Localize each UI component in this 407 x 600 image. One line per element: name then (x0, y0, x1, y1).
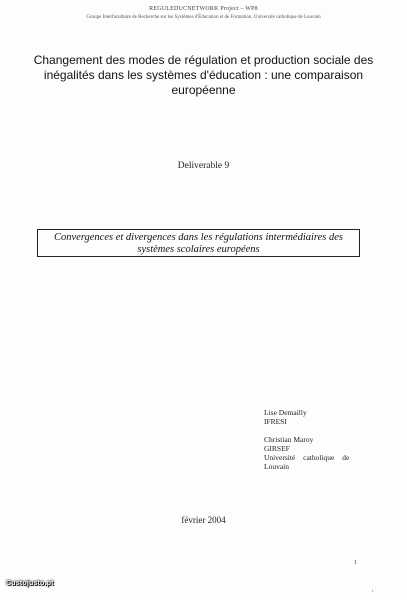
author-1-organization: IFRESI (264, 417, 287, 426)
author-2-name: Christian Maroy (264, 435, 314, 444)
watermark-logo: Custojusto.pt (6, 580, 54, 587)
subtitle-box (37, 229, 360, 257)
page-number: 1 (354, 560, 357, 566)
document-title: Changement des modes de régulation et production sociale des inégalités dans les systèmes d'éducation : une comparaison européenne (33, 53, 374, 97)
author-1-name: Lise Demailly (264, 408, 307, 417)
author-2-organization: GIRSEF (264, 444, 290, 453)
authors-block (264, 408, 374, 471)
deliverable-label: Deliverable 9 (177, 161, 230, 171)
project-header: REGULEDUCNETWORK Project – WP8 (149, 6, 258, 12)
corner-mark: r (372, 588, 374, 593)
author-2-university-line-1: Université catholique de (264, 453, 350, 462)
publication-date: février 2004 (181, 515, 226, 525)
institution-header: Groupe Interfacultaire de Recherche sur les Systèmes d'Éducation et de Formation, Université catholique de Louvain (86, 15, 321, 20)
subtitle-text: Convergences et divergences dans les régulations intermédiaires des systèmes scolaires européens (54, 232, 343, 255)
author-2-university-line-2: Louvain (264, 462, 289, 471)
